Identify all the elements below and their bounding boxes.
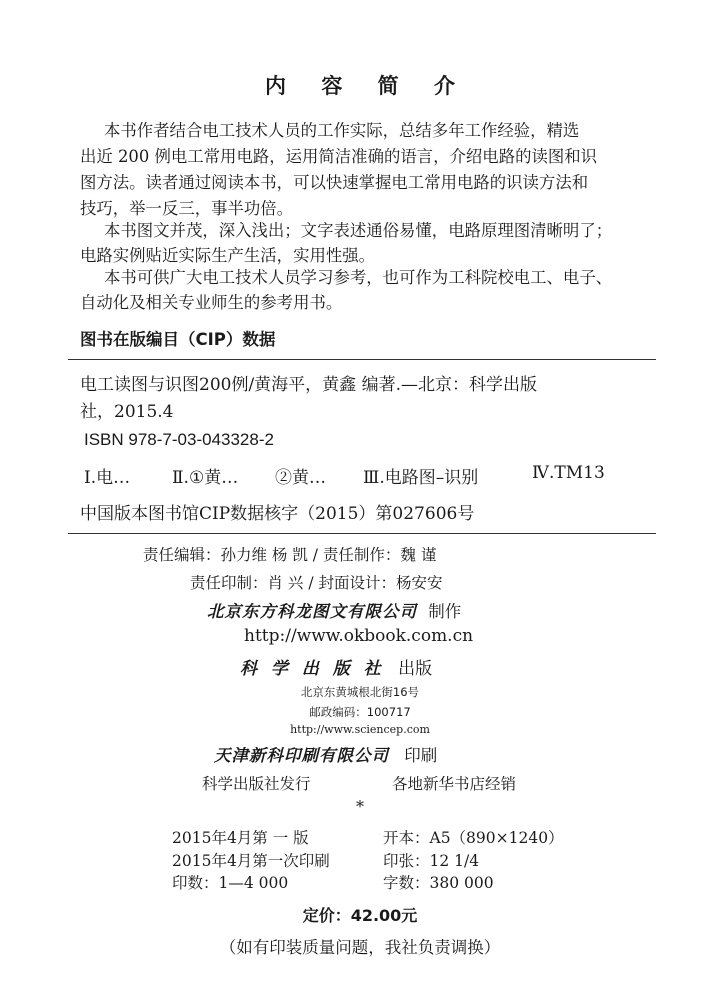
intro-line: 图方法。读者通过阅读本书，可以快速掌握电工常用电路的识读方法和 bbox=[80, 173, 589, 192]
cip-record-number: 中国版本图书馆CIP数据核字（2015）第027606号 bbox=[80, 504, 475, 524]
intro-line: 本书作者结合电工技术人员的工作实际，总结多年工作经验，精选 bbox=[104, 121, 580, 140]
edition-cell: 开本：A5（890×1240） bbox=[383, 829, 564, 847]
cip-class-3: ②黄… bbox=[275, 468, 326, 488]
edition-cell: 印数：1—4 000 bbox=[172, 874, 289, 892]
printer-line bbox=[214, 742, 437, 766]
publisher-line bbox=[240, 654, 432, 679]
intro-line: 本书图文并茂，深入浅出；文字表述通俗易懂，电路原理图清晰明了； bbox=[104, 221, 613, 240]
cip-bibliographic-line: 社，2015.4 bbox=[80, 402, 174, 422]
cip-bibliographic-line: 电工读图与识图200例/黄海平，黄鑫 编著.—北京：科学出版 bbox=[80, 375, 537, 395]
producer-name: 北京东方科龙图文有限公司 bbox=[207, 602, 417, 621]
cip-heading: 图书在版编目（CIP）数据 bbox=[80, 330, 276, 349]
distribution-seller: 各地新华书店经销 bbox=[392, 775, 517, 793]
edition-cell: 印张：12 1/4 bbox=[383, 852, 480, 870]
separator-star: * bbox=[356, 797, 364, 816]
intro-line: 技巧，举一反三，事半功倍。 bbox=[80, 199, 294, 218]
producer-line bbox=[207, 598, 461, 622]
quality-notice: （如有印装质量问题，我社负责调换） bbox=[219, 938, 501, 957]
intro-line: 本书可供广大电工技术人员学习参考，也可作为工科院校电工、电子、 bbox=[104, 268, 613, 287]
price: 定价：42.00元 bbox=[302, 906, 418, 925]
edition-cell: 2015年4月第一次印刷 bbox=[172, 852, 330, 870]
publisher-postcode: 邮政编码：100717 bbox=[309, 705, 411, 719]
printer-name: 天津新科印刷有限公司 bbox=[214, 746, 389, 765]
cip-class-5: Ⅳ.TM13 bbox=[532, 463, 605, 483]
cip-class-1: Ⅰ.电… bbox=[84, 468, 131, 488]
intro-line: 出近 200 例电工常用电路，运用简洁准确的语言，介绍电路的读图和识 bbox=[80, 147, 598, 166]
distribution-issuer: 科学出版社发行 bbox=[202, 775, 311, 793]
intro-line: 电路实例贴近实际生产生活，实用性强。 bbox=[80, 246, 376, 265]
publisher-address: 北京东黄城根北街16号 bbox=[300, 685, 420, 699]
cip-class-2: Ⅱ.①黄… bbox=[172, 468, 239, 488]
credits-editors: 责任编辑：孙力维 杨 凯 / 责任制作：魏 谨 bbox=[143, 546, 437, 564]
intro-line: 自动化及相关专业师生的参考用书。 bbox=[80, 293, 343, 312]
page-title: 内 容 简 介 bbox=[265, 74, 469, 98]
edition-cell: 字数：380 000 bbox=[383, 874, 494, 892]
credits-print-design: 责任印制：肖 兴 / 封面设计：杨安安 bbox=[190, 574, 443, 592]
cip-class-4: Ⅲ.电路图–识别 bbox=[363, 468, 479, 488]
cip-top-rule bbox=[68, 359, 656, 360]
publisher-role: 出版 bbox=[398, 659, 433, 679]
producer-url: http://www.okbook.com.cn bbox=[244, 626, 474, 646]
publisher-name: 科 学 出 版 社 bbox=[240, 659, 385, 679]
producer-role: 制作 bbox=[428, 602, 462, 621]
cip-bottom-rule bbox=[68, 533, 656, 534]
printer-role: 印刷 bbox=[404, 746, 438, 765]
edition-cell: 2015年4月第 一 版 bbox=[172, 829, 309, 847]
cip-isbn: ISBN 978-7-03-043328-2 bbox=[84, 430, 274, 449]
publisher-url: http://www.sciencep.com bbox=[290, 723, 430, 736]
